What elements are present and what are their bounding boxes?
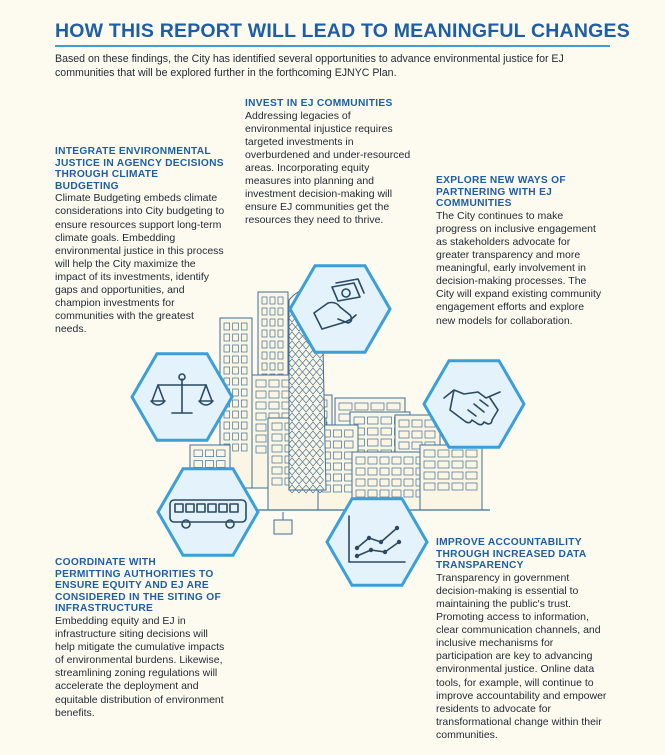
section-invest (245, 98, 415, 227)
scales-icon (132, 354, 232, 441)
section-explore (436, 175, 606, 328)
chart-icon (327, 499, 427, 586)
section-coordinate (55, 557, 225, 720)
section-explore-body: The City continues to make progress on inclusive engagement as stakeholders advocate for greater transparency and more meaningful, early involvement in decision-making processes. The City will expand existing community engagement efforts and explore new models for collaboration. (436, 209, 602, 327)
section-improve (436, 537, 611, 742)
page-title: HOW THIS REPORT WILL LEAD TO MEANINGFUL CHANGES (55, 20, 630, 42)
section-coordinate-body: Embedding equity and EJ in infrastructure siting decisions will help mitigate the cumulative impacts of environmental burdens. Likewise, streamlining zoning regulations will accelerate the deployment and equitable distribution of environment benefits. (55, 614, 225, 719)
section-invest-body: Addressing legacies of environmental injustice requires targeted investments in overburdened and under-resourced areas. Incorporating equity measures into planning and investment decision-making will ensure EJ communities get the resources they need to thrive. (245, 109, 411, 227)
section-improve-heading: IMPROVE ACCOUNTABILITY THROUGH INCREASED DATA TRANSPARENCY (436, 537, 587, 572)
section-improve-body: Transparency in government decision-making is essential to maintaining the public's trust. Promoting access to information, clear communication channels, and inclusive mechanisms for participation are key to advancing environmental justice. Online data tools, for example, will continue to improve accountability and empower residents to advocate for transformational change within their communities. (436, 571, 607, 741)
section-integrate (55, 146, 225, 336)
intro-text: Based on these findings, the City has identified several opportunities to advance environmental justice for EJ communities that will be explored further in the forthcoming EJNYC Plan. (55, 53, 564, 79)
section-invest-heading: INVEST IN EJ COMMUNITIES (245, 98, 393, 109)
section-integrate-heading: INTEGRATE ENVIRONMENTAL JUSTICE IN AGENCY DECISIONS THROUGH CLIMATE BUDGETING (55, 146, 224, 192)
section-explore-heading: EXPLORE NEW WAYS OF PARTNERING WITH EJ COMMUNITIES (436, 175, 566, 210)
section-coordinate-heading: COORDINATE WITH PERMITTING AUTHORITIES TO ENSURE EQUITY AND EJ ARE CONSIDERED IN THE SITING OF INFRASTRUCTURE (55, 557, 222, 615)
section-integrate-body: Climate Budgeting embeds climate considerations into City budgeting to ensure resources support long-term climate goals. Embedding environmental justice in this process will help the City maximize the impact of its investments, identify gaps and opportunities, and champion investments for communities with the greatest needs. (55, 192, 225, 336)
